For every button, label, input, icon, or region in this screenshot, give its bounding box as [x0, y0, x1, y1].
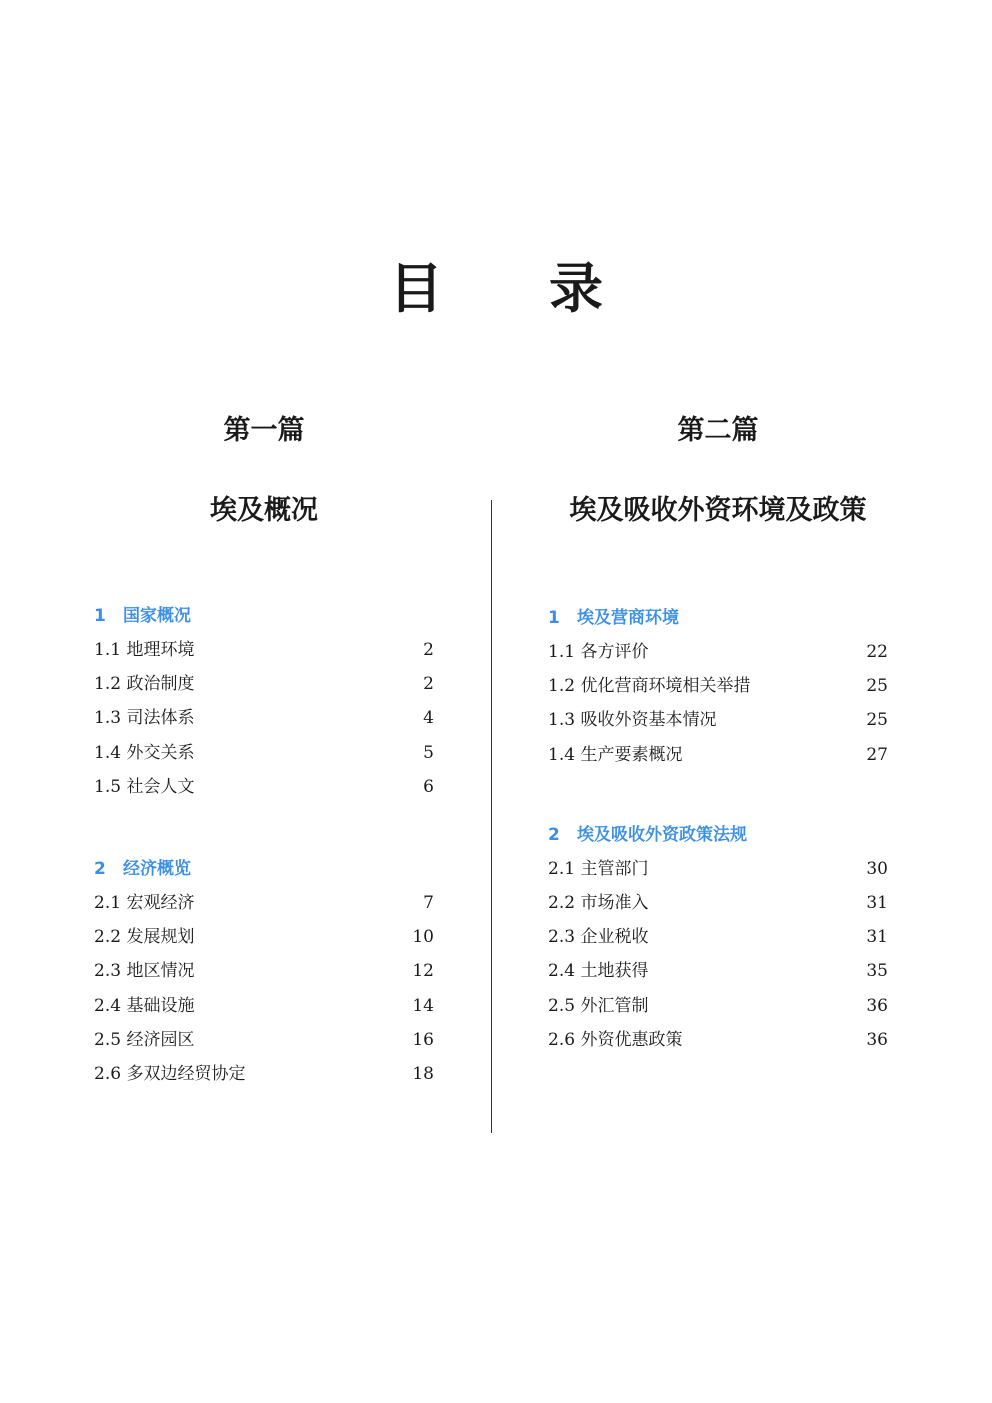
toc-entry-page: 7 — [423, 892, 434, 913]
toc-entry-page: 35 — [866, 961, 888, 982]
toc-entry-label: 1.2 政治制度 — [94, 674, 195, 695]
toc-entry[interactable] — [548, 635, 888, 669]
toc-entry-label: 2.2 市场准入 — [548, 892, 649, 913]
toc-entry-label: 2.3 地区情况 — [94, 961, 195, 982]
toc-entry[interactable] — [548, 738, 888, 772]
toc-entry[interactable] — [94, 667, 434, 701]
toc-entry-label: 2.5 经济园区 — [94, 1029, 195, 1050]
toc-entry-label: 2.4 土地获得 — [548, 961, 649, 982]
toc-entry-page: 6 — [423, 776, 434, 797]
column-divider — [491, 500, 492, 1133]
part-label: 第一篇 — [223, 415, 305, 446]
part-two-column — [548, 410, 888, 1057]
part-label: 第二篇 — [677, 415, 759, 446]
toc-entry-label: 2.6 外资优惠政策 — [548, 1029, 683, 1050]
section-title: 国家概况 — [123, 606, 191, 626]
toc-entry-page: 16 — [412, 1029, 434, 1050]
toc-entry-label: 2.5 外汇管制 — [548, 995, 649, 1016]
toc-entry[interactable] — [548, 954, 888, 988]
toc-entry[interactable] — [548, 920, 888, 954]
toc-entry-label: 2.1 宏观经济 — [94, 892, 195, 913]
toc-entry-label: 2.3 企业税收 — [548, 927, 649, 948]
section-title: 经济概览 — [123, 858, 191, 879]
toc-entry-label: 1.5 社会人文 — [94, 776, 195, 797]
toc-entry[interactable] — [94, 701, 434, 735]
toc-entry-page: 2 — [423, 674, 434, 695]
toc-entry-label: 1.1 各方评价 — [548, 642, 649, 662]
toc-entry[interactable] — [94, 954, 434, 988]
toc-entry-page: 14 — [412, 995, 434, 1016]
toc-entry[interactable] — [94, 736, 434, 770]
toc-entry[interactable] — [94, 1057, 434, 1091]
toc-entry-label: 1.4 外交关系 — [94, 742, 195, 763]
toc-entry[interactable] — [94, 989, 434, 1023]
toc-entry-page: 27 — [866, 744, 888, 765]
section-heading[interactable] — [94, 852, 434, 886]
toc-entry[interactable] — [548, 703, 888, 737]
toc-entry-label: 2.2 发展规划 — [94, 927, 195, 948]
section-title: 埃及营商环境 — [577, 608, 679, 628]
toc-entry[interactable] — [548, 886, 888, 920]
section-heading[interactable] — [548, 818, 888, 852]
toc-entry-label: 2.1 主管部门 — [548, 858, 649, 879]
toc-entry-page: 22 — [866, 642, 888, 662]
toc-entry-page: 25 — [866, 676, 888, 697]
toc-entry-page: 31 — [866, 927, 888, 948]
toc-entry-label: 1.2 优化营商环境相关举措 — [548, 676, 751, 697]
toc-entry-label: 1.3 司法体系 — [94, 708, 195, 729]
toc-entry-label: 2.4 基础设施 — [94, 995, 195, 1016]
toc-entry-label: 1.3 吸收外资基本情况 — [548, 710, 717, 731]
page-title-char-2: 录 — [549, 256, 603, 320]
toc-entry[interactable] — [94, 770, 434, 804]
toc-entry-page: 4 — [423, 708, 434, 729]
toc-entry-page: 5 — [423, 742, 434, 763]
toc-entry-page: 10 — [412, 927, 434, 948]
toc-entry-label: 2.6 多双边经贸协定 — [94, 1063, 246, 1084]
toc-entry-page: 36 — [866, 995, 888, 1016]
part-one-column — [94, 410, 434, 1091]
toc-entry[interactable] — [548, 1023, 888, 1057]
section-number: 1 — [548, 608, 560, 628]
toc-entry[interactable] — [94, 886, 434, 920]
toc-entry-label: 1.1 地理环境 — [94, 640, 195, 660]
toc-entry-page: 36 — [866, 1029, 888, 1050]
section-number: 2 — [548, 824, 560, 845]
toc-entry-page: 31 — [866, 892, 888, 913]
toc-entry-page: 2 — [423, 640, 434, 660]
toc-entry[interactable] — [548, 989, 888, 1023]
section-heading[interactable] — [94, 599, 434, 633]
toc-entry-page: 12 — [412, 961, 434, 982]
part-title: 埃及吸收外资环境及政策 — [569, 495, 867, 526]
toc-entry[interactable] — [94, 633, 434, 667]
toc-entry[interactable] — [94, 1023, 434, 1057]
section-number: 2 — [94, 858, 106, 879]
page-title — [0, 246, 992, 323]
page-title-char-1: 目 — [389, 256, 443, 320]
toc-entry[interactable] — [548, 852, 888, 886]
toc-entry-label: 1.4 生产要素概况 — [548, 744, 683, 765]
section-heading[interactable] — [548, 601, 888, 635]
part-title: 埃及概况 — [210, 495, 318, 526]
toc-entry-page: 30 — [866, 858, 888, 879]
section-number: 1 — [94, 606, 106, 626]
toc-entry-page: 18 — [412, 1063, 434, 1084]
toc-entry[interactable] — [94, 920, 434, 954]
toc-entry-page: 25 — [866, 710, 888, 731]
toc-entry[interactable] — [548, 669, 888, 703]
section-title: 埃及吸收外资政策法规 — [577, 824, 747, 845]
